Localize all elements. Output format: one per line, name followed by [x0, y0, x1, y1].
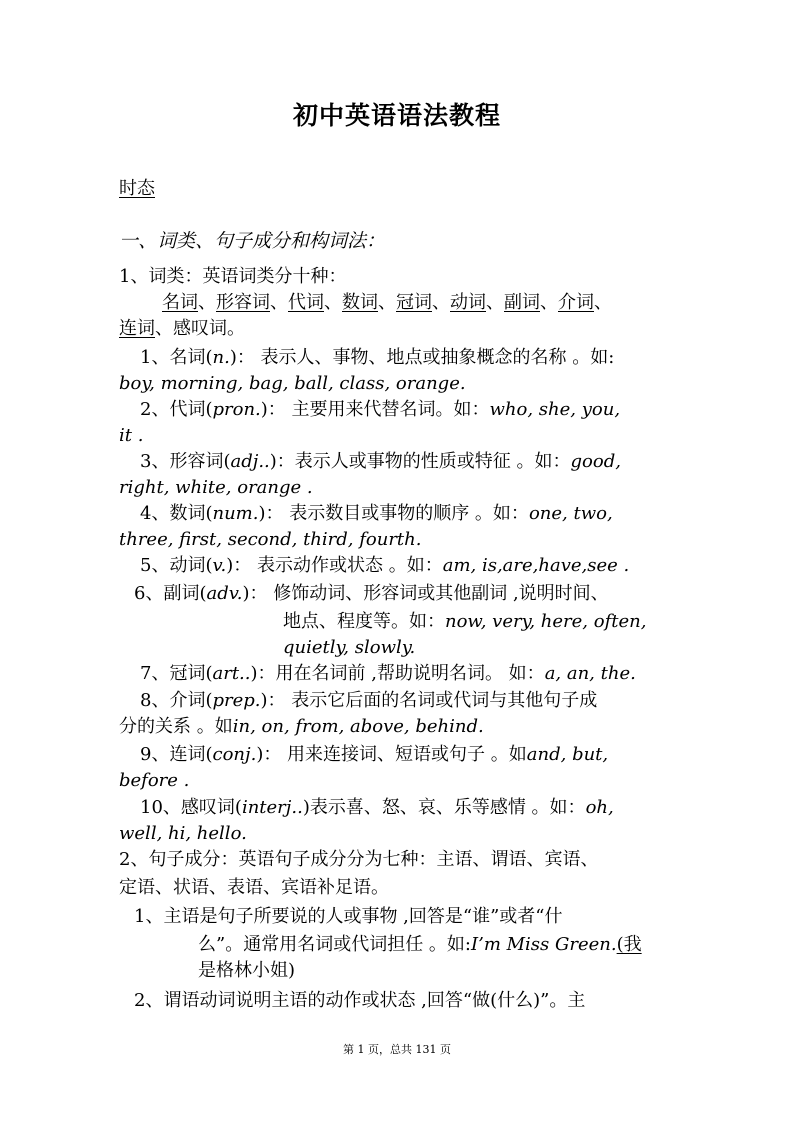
item-pron-desc: )： 主要用来代替名词。如：	[260, 399, 490, 420]
item-adv-examples-1: now, very, here, often,	[445, 611, 647, 632]
item-art-head: 7、冠词(	[140, 663, 213, 684]
item-verb-desc: )： 表示动作或状态 。如：	[226, 555, 443, 576]
item-interj	[140, 796, 700, 820]
item-prep-examples: in, on, from, above, behind.	[232, 716, 484, 737]
item-prep-abbr: prep.	[212, 690, 261, 711]
wordclass-num: 数词	[342, 292, 378, 313]
item-prep	[140, 689, 700, 713]
wordclass-verb: 动词	[450, 292, 486, 313]
wordclass-list-line2: 连词、感叹词。	[119, 318, 245, 339]
item-num-examples-1: one, two,	[528, 503, 613, 524]
item-pron-examples-1: who, she, you,	[489, 399, 621, 420]
item-num-head: 4、数词(	[140, 503, 213, 524]
item-pron	[140, 398, 700, 422]
sentence-heading: 2、句子成分：英语句子成分分为七种：主语、谓语、宾语、	[119, 849, 599, 870]
predicate-line1: 2、谓语动词说明主语的动作或状态 ,回答“做(什么)”。主	[134, 990, 586, 1011]
subject-translation-start: (我	[616, 934, 642, 955]
item-adj-head: 3、形容词(	[140, 451, 231, 472]
item-pron-head: 2、代词(	[140, 399, 213, 420]
item-adv-head: 6、副词(	[134, 583, 207, 604]
item-interj-examples-2: well, hi, hello.	[119, 823, 247, 844]
wordclass-noun: 名词	[162, 292, 198, 313]
item-verb-head: 5、动词(	[140, 555, 213, 576]
item-num-examples-2: three, first, second, third, fourth.	[119, 529, 422, 550]
wordclass-art: 冠词	[396, 292, 432, 313]
wordclass-heading: 1、词类：英语词类分十种：	[119, 266, 347, 287]
item-conj-desc: )： 用来连接词、短语或句子 。如	[256, 744, 527, 765]
subject-example: I’m Miss Green.	[471, 934, 617, 955]
subject-line1: 1、主语是句子所要说的人或事物 ,回答是“谁”或者“什	[134, 906, 563, 927]
item-interj-desc: )表示喜、怒、哀、乐等感情 。如：	[302, 797, 586, 818]
item-art	[140, 662, 700, 686]
item-art-examples: a, an, the.	[544, 663, 636, 684]
item-num-abbr: num.	[212, 503, 259, 524]
item-noun	[140, 346, 700, 370]
subject-line2	[198, 933, 758, 957]
wordclass-conj: 连词	[119, 318, 155, 339]
item-verb	[140, 554, 700, 578]
subject-line3: 是格林小姐)	[198, 960, 296, 981]
item-num-desc: )： 表示数目或事物的顺序 。如：	[258, 503, 529, 524]
wordclass-adj: 形容词	[216, 292, 270, 313]
item-interj-head: 10、感叹词(	[140, 797, 242, 818]
item-num	[140, 502, 700, 526]
item-adv-examples-2: quietly, slowly.	[283, 637, 416, 658]
wordclass-prep: 介词	[558, 292, 594, 313]
item-adv-line2-text: 地点、程度等。如：	[283, 611, 445, 632]
item-interj-abbr: interj..	[241, 797, 303, 818]
wordclass-adv: 副词	[504, 292, 540, 313]
page-footer: 第 1 页，总共 131 页	[343, 1043, 451, 1056]
item-adj-examples-1: good,	[570, 451, 621, 472]
item-verb-abbr: v.	[212, 555, 227, 576]
item-prep-line2	[119, 715, 679, 739]
item-prep-line2-text: 分的关系 。如	[119, 716, 233, 737]
item-noun-abbr: n.	[212, 347, 230, 368]
sentence-line2: 定语、状语、表语、宾语补足语。	[119, 877, 389, 898]
item-pron-examples-2: it .	[119, 425, 144, 446]
document-title: 初中英语语法教程	[292, 101, 501, 130]
item-adv-line2	[283, 610, 794, 634]
item-adv	[134, 582, 694, 606]
item-conj-examples-2: before .	[119, 770, 190, 791]
wordclass-list-line1: 名词、形容词、代词、数词、冠词、动词、副词、介词、	[162, 292, 612, 313]
item-conj	[140, 743, 700, 767]
item-noun-head: 1、名词(	[140, 347, 213, 368]
item-conj-head: 9、连词(	[140, 744, 213, 765]
item-conj-abbr: conj.	[212, 744, 257, 765]
item-adj-examples-2: right, white, orange .	[119, 477, 313, 498]
item-adv-abbr: adv.	[206, 583, 243, 604]
item-adv-desc: )： 修饰动词、形容词或其他副词 ,说明时间、	[242, 583, 609, 604]
item-conj-examples-1: and, but,	[526, 744, 609, 765]
item-prep-desc: )： 表示它后面的名词或代词与其他句子成	[260, 690, 598, 711]
item-noun-examples: boy, morning, bag, ball, class, orange.	[119, 373, 466, 394]
wordclass-interj: 感叹词	[173, 318, 227, 339]
item-adj-desc: )：表示人或事物的性质或特征 。如：	[269, 451, 571, 472]
item-art-desc: )：用在名词前 ,帮助说明名词。 如：	[250, 663, 545, 684]
item-adj-abbr: adj..	[230, 451, 270, 472]
item-art-abbr: art..	[212, 663, 251, 684]
item-pron-abbr: pron.	[212, 399, 261, 420]
item-prep-head: 8、介词(	[140, 690, 213, 711]
wordclass-pron: 代词	[288, 292, 324, 313]
part1-heading: 一、词类、句子成分和构词法：	[119, 230, 386, 252]
subject-line2-text: 么”。通常用名词或代词担任 。如:	[198, 934, 471, 955]
section-heading: 时态	[119, 178, 155, 199]
item-noun-desc: )： 表示人、事物、地点或抽象概念的名称 。如:	[229, 347, 615, 368]
item-adj	[140, 450, 700, 474]
item-interj-examples-1: oh,	[585, 797, 614, 818]
item-verb-examples: am, is,are,have,see .	[442, 555, 630, 576]
